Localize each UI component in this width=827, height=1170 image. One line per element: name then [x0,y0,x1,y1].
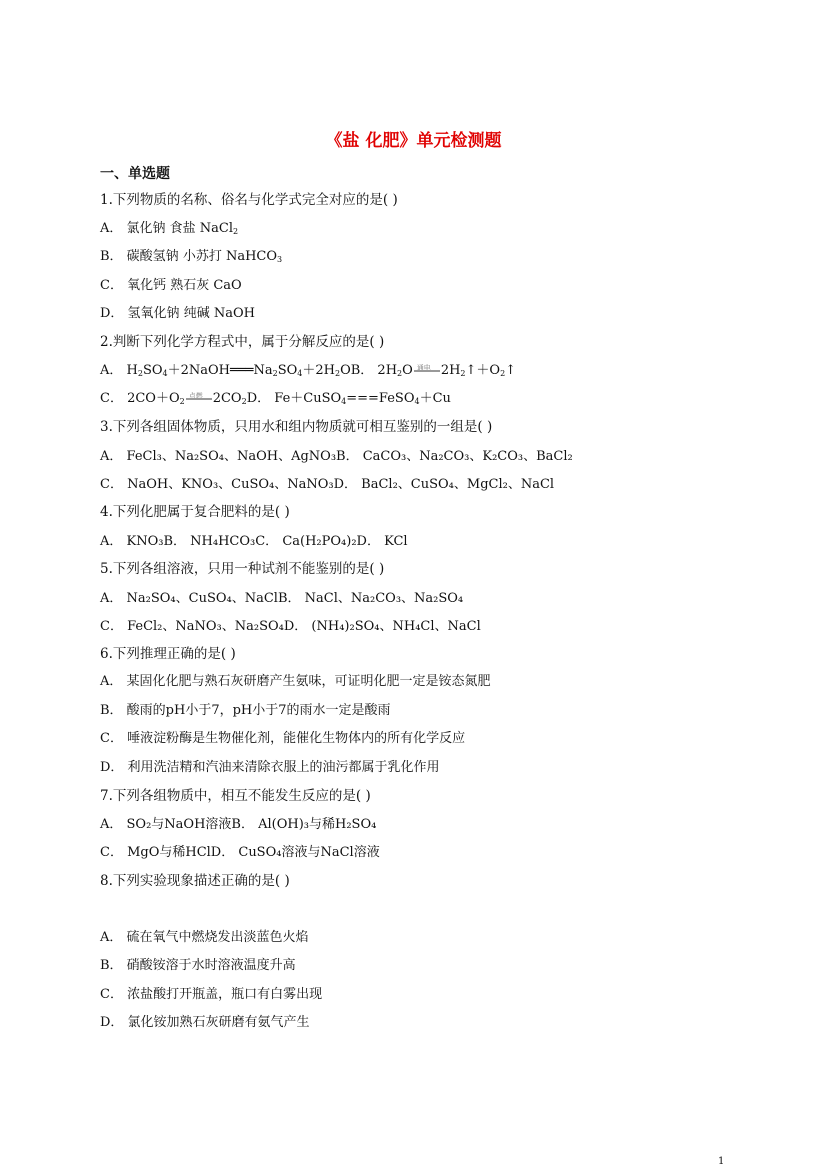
q8-option-a: A． 硫在氧气中燃烧发出淡蓝色火焰 [100,930,309,945]
q7-options-cd: C． MgO与稀HClD． CuSO₄溶液与NaCl溶液 [100,845,380,860]
q8-option-b: B． 硝酸铵溶于水时溶液温度升高 [100,958,296,973]
q5-options-cd: C． FeCl₂、NaNO₃、Na₂SO₄D． (NH₄)₂SO₄、NH₄Cl、NaCl [100,619,481,634]
q2-options-ab: A． $H_2SO_4+2NaOH═══Na_2SO_4+2H_2OB$． $2H_2O$ 通电 $2H_2↑+O_2↑$ [100,363,517,378]
q6-option-c: C． 唾液淀粉酶是生物催化剂，能催化生物体内的所有化学反应 [100,731,466,746]
question-3: 3.下列各组固体物质，只用水和组内物质就可相互鉴别的一组是( ) [100,419,493,435]
page-number: 1 [718,1156,725,1167]
question-2: 2.判断下列化学方程式中，属于分解反应的是( ) [100,334,385,350]
question-5: 5.下列各组溶液，只用一种试剂不能鉴别的是( ) [100,561,385,577]
q5-options-ab: A． Na₂SO₄、CuSO₄、NaClB． NaCl、Na₂CO₃、Na₂SO₄ [100,591,464,606]
q6-option-b: B． 酸雨的pH小于7，pH小于7的雨水一定是酸雨 [100,703,391,718]
q3-options-cd: C． NaOH、KNO₃、CuSO₄、NaNO₃D． BaCl₂、CuSO₄、MgCl₂、NaCl [100,477,555,492]
q2-options-cd: C． $2CO+O_2$ 点燃 $2CO_2D$． Fe＋CuSO$_4$===FeSO$_4$＋Cu [100,391,451,406]
question-6: 6.下列推理正确的是( ) [100,646,236,662]
q1-option-a: A． 氯化钠 食盐 NaCl$_2$ [100,221,239,236]
q6-option-a: A． 某固化化肥与熟石灰研磨产生氨味，可证明化肥一定是铵态氮肥 [100,674,491,689]
q1-option-d: D． 氢氧化钠 纯碱 NaOH [100,306,255,321]
q7-options-ab: A． SO₂与NaOH溶液B． Al(OH)₃与稀H₂SO₄ [100,817,377,832]
question-1: 1.下列物质的名称、俗名与化学式完全对应的是( ) [100,192,398,208]
ignition-condition: 点燃 [186,392,212,400]
section-heading: 一、单选题 [100,166,170,182]
question-8: 8.下列实验现象描述正确的是( ) [100,873,290,889]
electrolysis-condition: 通电 [414,364,440,372]
question-4: 4.下列化肥属于复合肥料的是( ) [100,504,290,520]
q1-option-b: B． 碳酸氢钠 小苏打 NaHCO$_3$ [100,249,283,264]
question-7: 7.下列各组物质中，相互不能发生反应的是( ) [100,788,371,804]
q4-options: A． KNO₃B． NH₄HCO₃C． Ca(H₂PO₄)₂D． KCl [100,534,408,549]
document-title: 《盐 化肥》单元检测题 [325,131,502,151]
q6-option-d: D． 利用洗洁精和汽油来清除衣服上的油污都属于乳化作用 [100,760,440,775]
q1-option-c: C． 氧化钙 熟石灰 CaO [100,278,242,293]
q3-options-ab: A． FeCl₃、Na₂SO₄、NaOH、AgNO₃B． CaCO₃、Na₂CO₃、K₂CO₃、BaCl₂ [100,449,573,464]
q8-option-d: D． 氯化铵加熟石灰研磨有氨气产生 [100,1015,310,1030]
q8-option-c: C． 浓盐酸打开瓶盖，瓶口有白雾出现 [100,987,323,1002]
